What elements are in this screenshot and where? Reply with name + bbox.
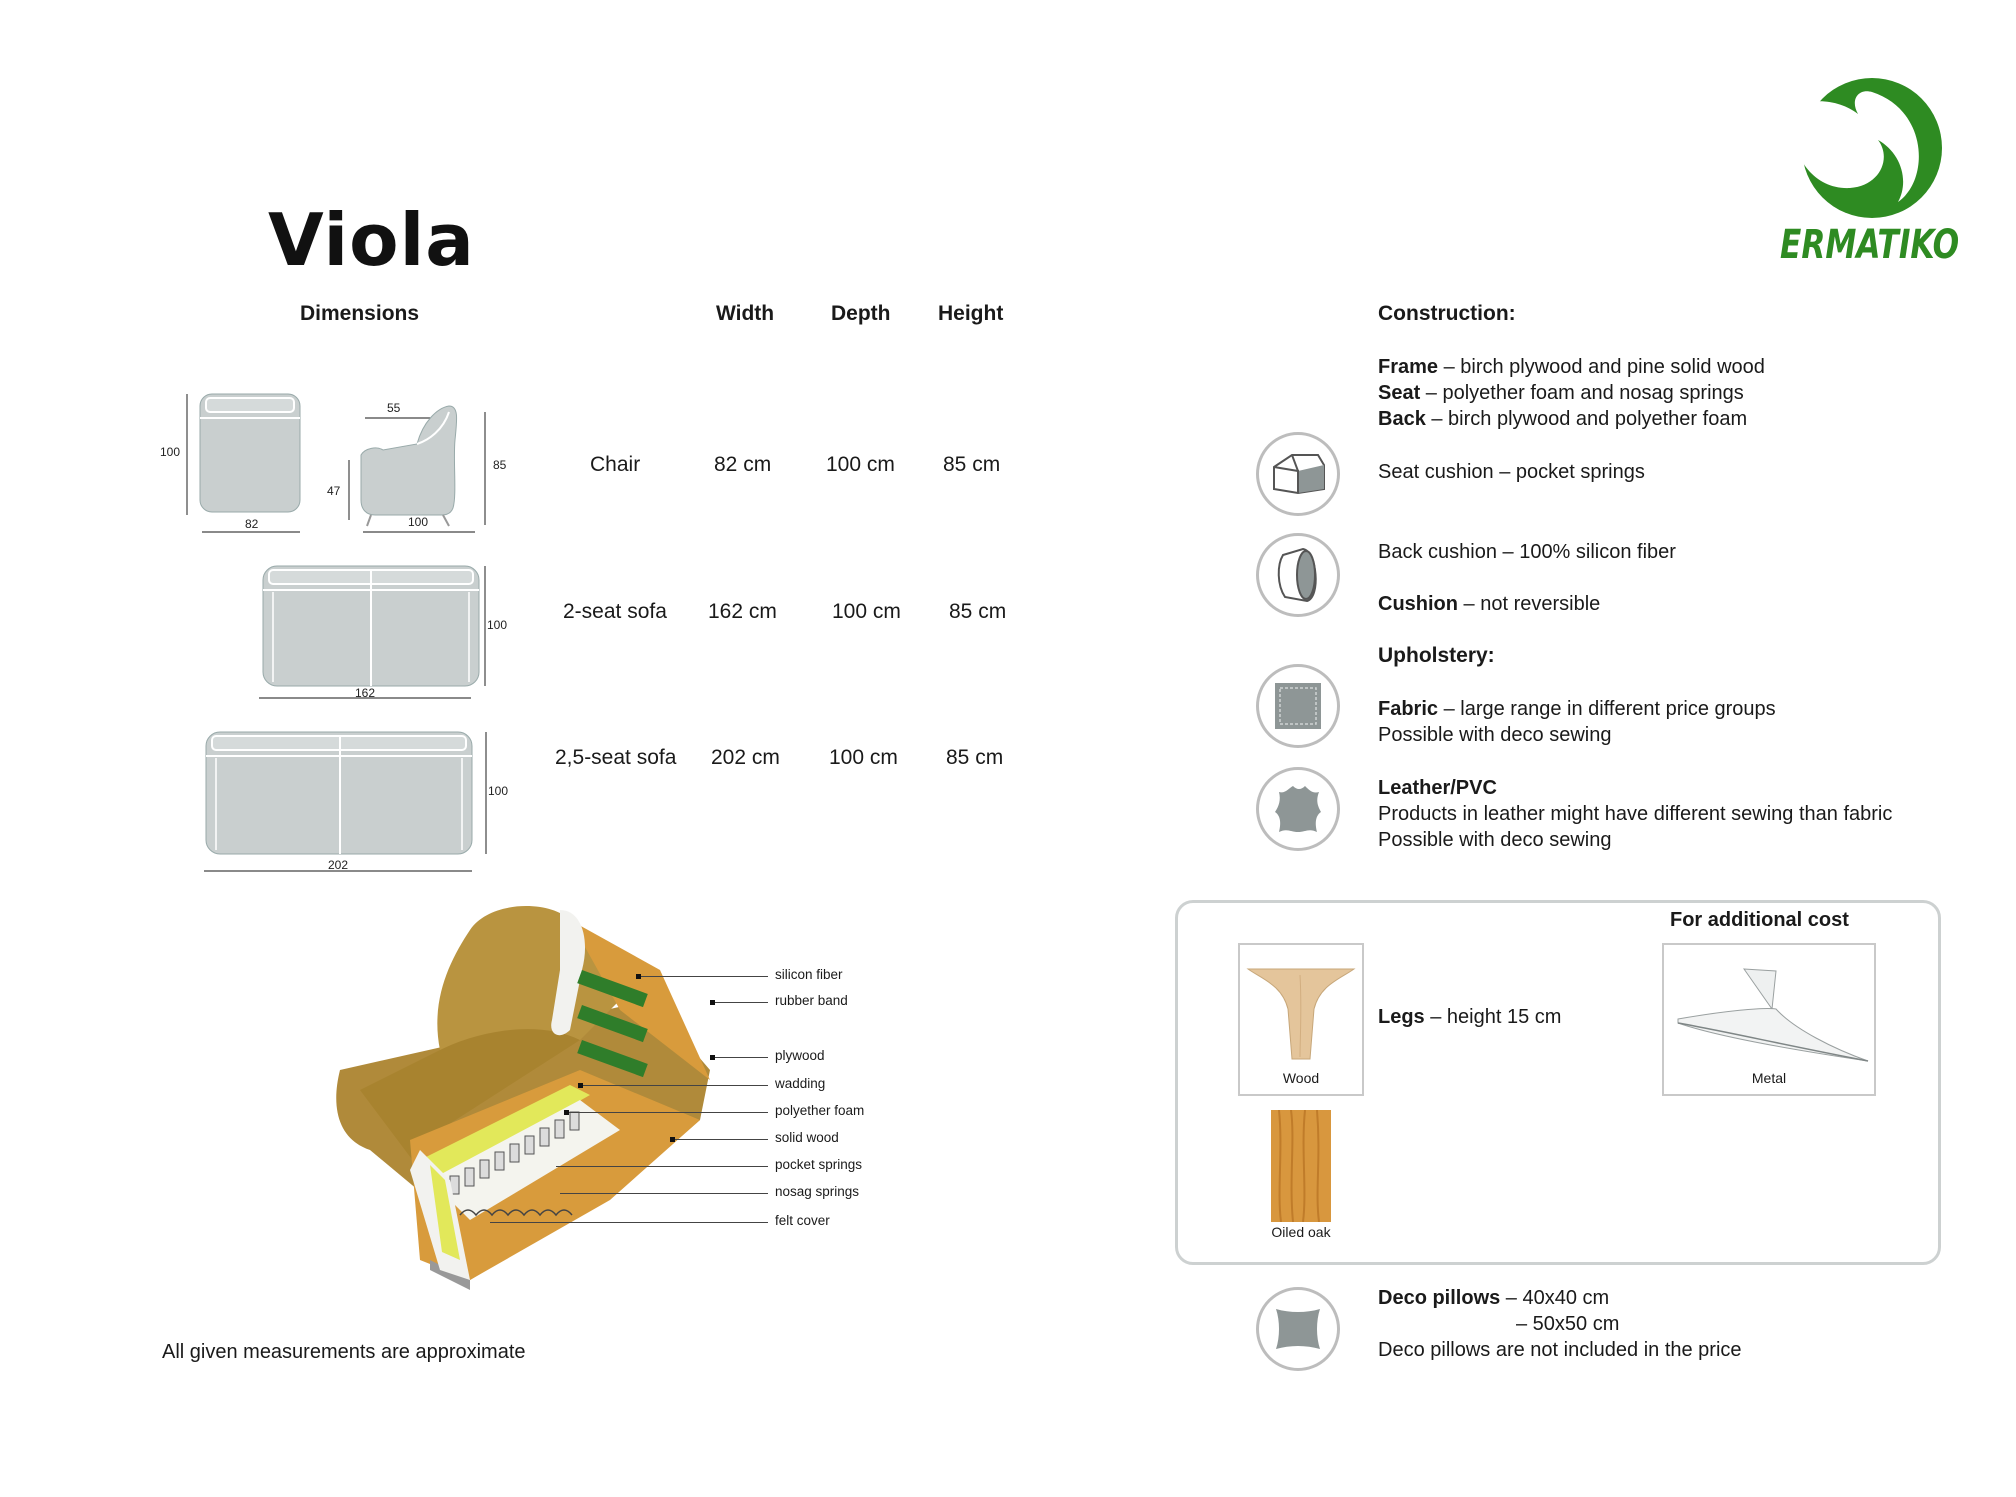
row-chair-width: 82 cm bbox=[714, 453, 772, 476]
row-sofa25-width: 202 cm bbox=[711, 746, 780, 769]
legs-line: Legs – height 15 cm bbox=[1378, 1006, 1562, 1028]
label-pocket-springs: pocket springs bbox=[775, 1157, 863, 1172]
dimensions-header: Dimensions bbox=[300, 302, 420, 325]
leg-option-oiled-oak-label: Oiled oak bbox=[1271, 1224, 1331, 1240]
chair-side-drawing bbox=[325, 400, 515, 535]
leather-line1: Products in leather might have different sewing than fabric bbox=[1378, 803, 1893, 825]
leather-icon bbox=[1256, 767, 1340, 851]
deco-pillows-note: Deco pillows are not included in the price bbox=[1378, 1339, 1742, 1361]
fabric-icon bbox=[1256, 664, 1340, 748]
chair-front-height-label: 100 bbox=[160, 445, 181, 459]
oiled-oak-swatch bbox=[1271, 1110, 1331, 1222]
row-chair-name: Chair bbox=[590, 453, 641, 476]
brand-logo bbox=[1780, 70, 1960, 285]
deco-pillows-line: Deco pillows – 40x40 cm bbox=[1378, 1287, 1610, 1309]
additional-cost-title: For additional cost bbox=[1670, 909, 1849, 931]
row-sofa2-width: 162 cm bbox=[708, 600, 777, 623]
back-cushion-icon bbox=[1256, 533, 1340, 617]
leather-line2: Possible with deco sewing bbox=[1378, 829, 1612, 851]
leg-option-wood-label: Wood bbox=[1282, 1070, 1320, 1086]
brand-logo-mark bbox=[1780, 70, 1945, 220]
back-line: Back – birch plywood and polyether foam bbox=[1378, 408, 1748, 430]
row-sofa2-name: 2-seat sofa bbox=[563, 600, 667, 623]
seat-cushion-icon bbox=[1256, 432, 1340, 516]
leg-option-metal[interactable] bbox=[1662, 943, 1876, 1096]
label-rubber-band: rubber band bbox=[775, 993, 848, 1008]
sofa-2seat-drawing bbox=[255, 562, 525, 702]
label-felt-cover: felt cover bbox=[775, 1213, 830, 1228]
height-header: Height bbox=[938, 302, 1004, 325]
frame-line: Frame – birch plywood and pine solid wood bbox=[1378, 356, 1765, 378]
label-solid-wood: solid wood bbox=[775, 1130, 839, 1145]
row-sofa25-height: 85 cm bbox=[946, 746, 1004, 769]
chair-side-arm-label: 55 bbox=[387, 401, 401, 415]
construction-title: Construction: bbox=[1378, 302, 1516, 325]
sofa-2seat-width-label: 162 bbox=[355, 686, 376, 700]
chair-side-depth-label: 100 bbox=[408, 515, 429, 529]
back-cushion-line: Back cushion – 100% silicon fiber bbox=[1378, 541, 1676, 563]
seat-line: Seat – polyether foam and nosag springs bbox=[1378, 382, 1744, 404]
label-nosag-springs: nosag springs bbox=[775, 1184, 860, 1199]
brand-name: ERMATIKO bbox=[1780, 222, 1960, 268]
fabric-note: Possible with deco sewing bbox=[1378, 724, 1612, 746]
chair-front-drawing bbox=[150, 390, 320, 535]
row-sofa2-height: 85 cm bbox=[949, 600, 1007, 623]
cross-section-illustration bbox=[320, 880, 770, 1320]
leg-option-oiled-oak[interactable] bbox=[1236, 1106, 1366, 1248]
leg-option-metal-label: Metal bbox=[1751, 1070, 1787, 1086]
leg-option-wood[interactable] bbox=[1238, 943, 1364, 1096]
upholstery-title: Upholstery: bbox=[1378, 644, 1495, 667]
sofa-25seat-depth-label: 100 bbox=[488, 784, 509, 798]
depth-header: Depth bbox=[831, 302, 891, 325]
sofa-25seat-width-label: 202 bbox=[328, 858, 349, 872]
label-plywood: plywood bbox=[775, 1048, 825, 1063]
cushion-line: Cushion – not reversible bbox=[1378, 593, 1601, 615]
label-silicon-fiber: silicon fiber bbox=[775, 967, 843, 982]
measurements-note: All given measurements are approximate bbox=[162, 1341, 526, 1363]
chair-side-height-label: 85 bbox=[493, 458, 507, 472]
row-sofa25-depth: 100 cm bbox=[829, 746, 898, 769]
label-wadding: wadding bbox=[775, 1076, 826, 1091]
row-sofa25-name: 2,5-seat sofa bbox=[555, 746, 677, 769]
wood-leg-image bbox=[1240, 949, 1362, 1069]
sofa-2seat-depth-label: 100 bbox=[487, 618, 508, 632]
seat-cushion-line: Seat cushion – pocket springs bbox=[1378, 461, 1645, 483]
leather-title-line: Leather/PVC bbox=[1378, 777, 1497, 799]
width-header: Width bbox=[716, 302, 775, 325]
deco-pillow-icon bbox=[1256, 1287, 1340, 1371]
metal-leg-image bbox=[1664, 949, 1874, 1069]
row-sofa2-depth: 100 cm bbox=[832, 600, 901, 623]
row-chair-depth: 100 cm bbox=[826, 453, 895, 476]
chair-front-width-label: 82 bbox=[245, 517, 259, 531]
label-polyether-foam: polyether foam bbox=[775, 1103, 865, 1118]
row-chair-height: 85 cm bbox=[943, 453, 1001, 476]
deco-pillows-size2: – 50x50 cm bbox=[1516, 1313, 1620, 1335]
chair-side-seat-label: 47 bbox=[327, 484, 341, 498]
sofa-25seat-drawing bbox=[200, 728, 525, 878]
product-title: Viola bbox=[268, 198, 475, 282]
fabric-line: Fabric – large range in different price groups bbox=[1378, 698, 1776, 720]
